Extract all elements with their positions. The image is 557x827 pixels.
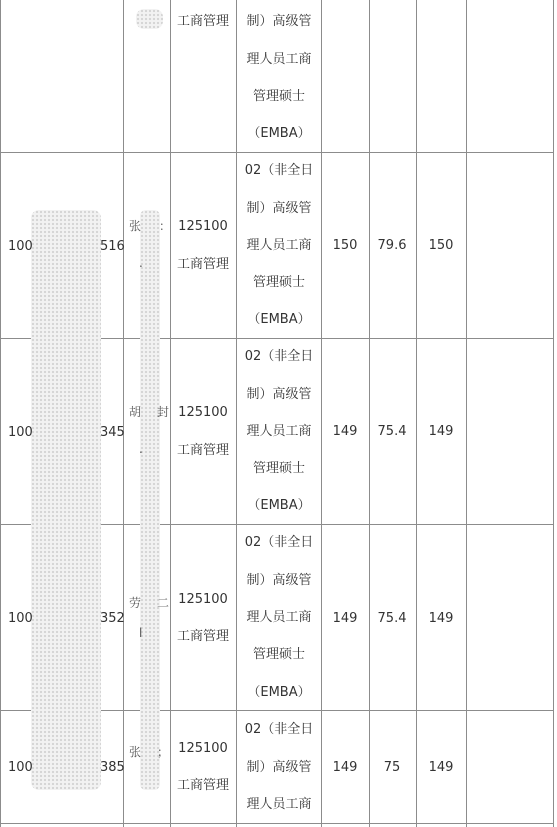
- direction-line: 02（非全日: [244, 163, 314, 178]
- direction-line: 管理硕士: [252, 89, 306, 104]
- redaction-mask: [140, 210, 160, 790]
- redaction-mask: [136, 9, 163, 29]
- direction-line: 02（非全日: [244, 535, 314, 550]
- score-cell: 149: [332, 760, 358, 775]
- major-code: 125100: [178, 405, 228, 420]
- score-cell: 149: [332, 424, 358, 439]
- direction-line: 理人员工商: [246, 797, 312, 812]
- score-cell: 75.4: [377, 424, 407, 439]
- column-divider: [170, 0, 171, 827]
- direction-line: （EMBA）: [247, 498, 311, 513]
- redaction-mask: [31, 210, 101, 790]
- major-name: 工商管理: [176, 257, 230, 272]
- score-cell: 149: [428, 760, 454, 775]
- table-border-left: [0, 0, 1, 827]
- id-prefix: 100: [8, 239, 33, 254]
- direction-line: 制）高级管: [246, 760, 312, 775]
- score-cell: 149: [332, 611, 358, 626]
- id-suffix: 516: [100, 239, 125, 254]
- column-divider: [416, 0, 417, 827]
- table-border-bottom: [0, 823, 554, 824]
- direction-line: （EMBA）: [247, 312, 311, 327]
- name-fragment: ：: [159, 219, 172, 233]
- id-prefix: 100: [8, 760, 33, 775]
- row-divider: [0, 152, 554, 153]
- major-name: 工商管理: [176, 443, 230, 458]
- major-code: 125100: [178, 741, 228, 756]
- name-fragment: 封: [157, 405, 170, 419]
- direction-line: 管理硕士: [252, 647, 306, 662]
- name-fragment: 二: [157, 596, 170, 610]
- major-code: 125100: [178, 592, 228, 607]
- direction-line: 制）高级管: [246, 201, 312, 216]
- direction-line: 理人员工商: [246, 52, 312, 67]
- direction-line: 制）高级管: [246, 387, 312, 402]
- name-fragment: .: [139, 256, 143, 270]
- column-divider: [369, 0, 370, 827]
- id-suffix: 345: [100, 425, 125, 440]
- direction-line: 理人员工商: [246, 238, 312, 253]
- score-cell: 75: [383, 760, 401, 775]
- direction-line: 02（非全日: [244, 722, 314, 737]
- id-suffix: 352: [100, 611, 125, 626]
- name-fragment: 胡: [129, 405, 142, 419]
- score-cell: 149: [428, 424, 454, 439]
- column-divider: [321, 0, 322, 827]
- table-border-right: [553, 0, 554, 827]
- name-fragment: 劳: [129, 596, 142, 610]
- name-fragment: l: [139, 626, 143, 640]
- direction-line: 理人员工商: [246, 610, 312, 625]
- score-cell: 150: [428, 238, 454, 253]
- name-fragment: .: [139, 442, 143, 456]
- direction-line: （EMBA）: [247, 126, 311, 141]
- score-cell: 75.4: [377, 611, 407, 626]
- column-divider: [466, 0, 467, 827]
- column-divider: [123, 0, 124, 827]
- direction-line: 制）高级管: [246, 573, 312, 588]
- major-name-cell: 工商管理: [176, 14, 230, 29]
- major-name: 工商管理: [176, 629, 230, 644]
- score-cell: 150: [332, 238, 358, 253]
- column-divider: [236, 0, 237, 827]
- major-name: 工商管理: [176, 778, 230, 793]
- direction-line: （EMBA）: [247, 685, 311, 700]
- direction-line: 理人员工商: [246, 424, 312, 439]
- id-suffix: 385: [100, 760, 125, 775]
- name-fragment: ；: [157, 745, 170, 759]
- score-cell: 79.6: [377, 238, 407, 253]
- name-fragment: 张: [129, 745, 142, 759]
- direction-line: 管理硕士: [252, 275, 306, 290]
- major-code: 125100: [178, 219, 228, 234]
- direction-line: 管理硕士: [252, 461, 306, 476]
- direction-line: 制）高级管: [246, 14, 312, 29]
- name-fragment: 张: [129, 219, 142, 233]
- score-cell: 149: [428, 611, 454, 626]
- id-prefix: 100: [8, 611, 33, 626]
- direction-line: 02（非全日: [244, 349, 314, 364]
- id-prefix: 100: [8, 425, 33, 440]
